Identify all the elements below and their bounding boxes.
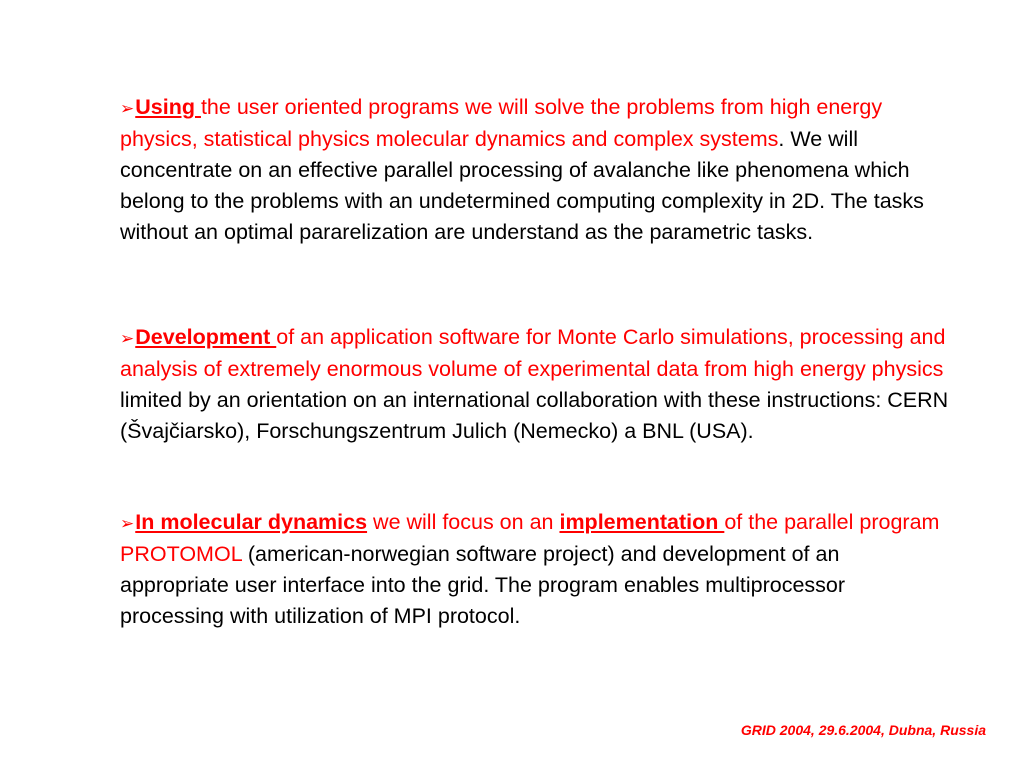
body-text: limited by an orientation on an international collaboration with these instructions: CERN (Švajčiarsko), Forschungszentrum Julich (Nemecko) a BNL (USA). [120, 388, 949, 443]
keyword-molecular-dynamics: In molecular dynamics [135, 510, 368, 534]
paragraph-molecular-dynamics [120, 507, 950, 632]
keyword-implementation: implementation [559, 510, 725, 534]
highlight-text: of an application software for Monte Carlo simulations, processing and analysis of extremely enormous volume of experimental data from high energy physics [120, 325, 946, 381]
keyword-development: Development [135, 325, 277, 349]
body-text: . We will concentrate on an effective parallel processing of avalanche like phenomena which belong to the problems with an undetermined computing complexity in 2D. The tasks without an optimal pararelization are understand as the parametric tasks. [120, 127, 924, 244]
paragraph-development [120, 322, 950, 447]
arrow-bullet-icon: ➢ [120, 99, 135, 118]
body-text: (american-norwegian software project) and development of an appropriate user interface into the grid. The program enables multiprocessor processing with utilization of MPI protocol. [120, 542, 846, 628]
footer-conference: GRID 2004, 29.6.2004, Dubna, Russia [740, 722, 986, 738]
highlight-text: we will focus on an [367, 510, 560, 534]
arrow-bullet-icon: ➢ [120, 514, 135, 533]
highlight-text: the user oriented programs we will solve the problems from high energy physics, statistical physics molecular dynamics and complex systems [120, 95, 883, 151]
arrow-bullet-icon: ➢ [120, 329, 135, 348]
keyword-using: Using [135, 95, 201, 119]
highlight-text: of the parallel program PROTOMOL [120, 510, 940, 566]
paragraph-using [120, 92, 950, 248]
